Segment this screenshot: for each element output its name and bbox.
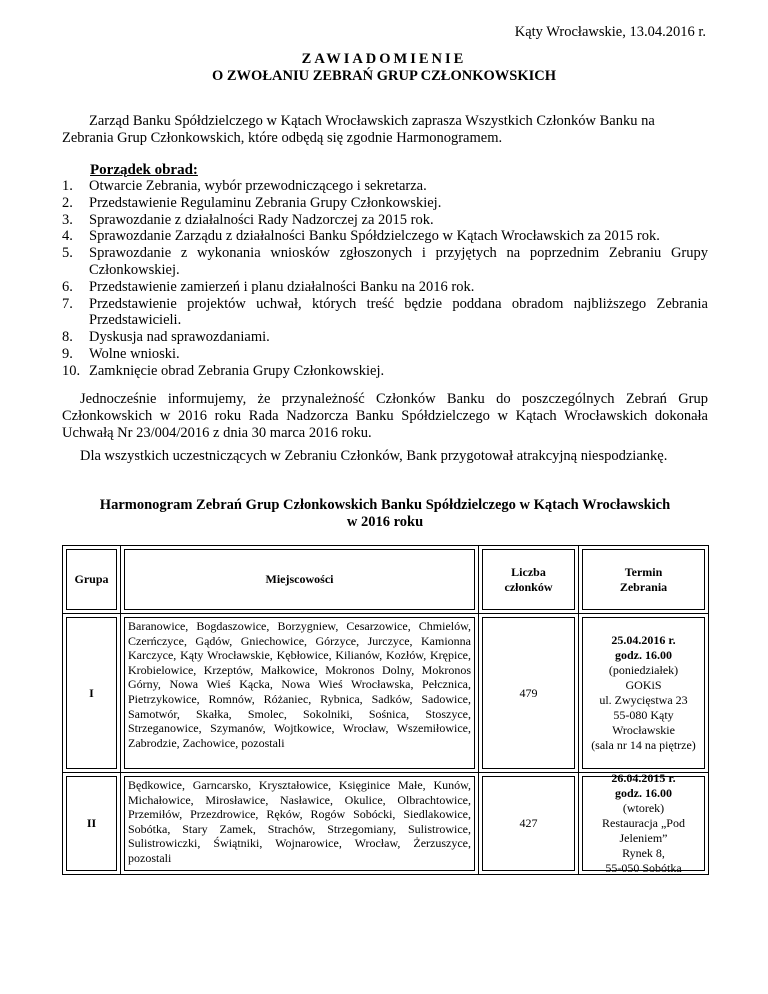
header-liczba: [479, 546, 579, 614]
agenda-item: [62, 279, 708, 296]
agenda-item: [62, 178, 708, 195]
meeting-day: (wtorek): [622, 801, 665, 815]
meeting-street: Rynek 8,: [622, 846, 665, 860]
cell-miejscowosci: [121, 614, 479, 773]
intro-paragraph: Zarząd Banku Spółdzielczego w Kątach Wrocławskich zaprasza Wszystkich Członków Banku na Zebrania Grup Członkowskich, które odbędą się zgodnie Harmonogramem.: [62, 113, 655, 146]
surprise-paragraph: Dla wszystkich uczestniczących w Zebraniu Członków, Bank przygotował atrakcyjną niespodziankę.: [80, 448, 668, 464]
schedule-table: [62, 545, 709, 875]
meeting-venue: GOKiS: [625, 678, 662, 692]
agenda-item-number: 3.: [62, 211, 73, 228]
agenda-title: Porządek obrad:: [90, 162, 198, 178]
agenda-item-number: 4.: [62, 228, 73, 245]
group-number: I: [66, 617, 117, 769]
agenda-item-number: 1.: [62, 178, 73, 194]
agenda-item: [62, 329, 708, 346]
agenda-item-number: 10.: [62, 362, 81, 379]
schedule-title-line1: Harmonogram Zebrań Grup Członkowskich Banku Spółdzielczego w Kątach Wrocławskich: [99, 497, 671, 513]
meeting-day: (poniedziałek): [608, 663, 679, 677]
agenda-item-text: Sprawozdanie z działalności Rady Nadzorczej za 2015 rok.: [89, 211, 434, 228]
cell-termin: [579, 614, 709, 773]
document-title: ZAWIADOMIENIE: [301, 51, 467, 67]
header-liczba-line1: Liczba: [511, 564, 546, 579]
header-termin-line1: Termin: [624, 564, 663, 579]
cell-liczba: [479, 773, 579, 875]
member-count: 427: [482, 776, 575, 871]
header-grupa-label: Grupa: [66, 549, 117, 610]
meeting-city: 55-080 Kąty Wrocławskie: [612, 708, 675, 737]
header-miejscowosci: [121, 546, 479, 614]
meeting-street: ul. Zwycięstwa 23: [599, 693, 688, 707]
meeting-venue: Restauracja „Pod Jeleniem”: [602, 816, 685, 845]
member-count: 479: [482, 617, 575, 769]
header-termin-line2: Zebrania: [619, 579, 668, 594]
cell-miejscowosci: [121, 773, 479, 875]
agenda-item: [62, 296, 708, 330]
agenda-item-text: Wolne wnioski.: [89, 345, 180, 362]
places-list: Baranowice, Bogdaszowice, Borzygniew, Cesarzowice, Chmielów, Czerńczyce, Gądów, Gniechowice, Górzyce, Jurczyce, Kamionna Karczyce, Kąty Wrocławskie, Kębłowice, Kilianów, Kozłów, Krępice, Krobielowice, Krzeptów, Małkowice, Mokronos Dolny, Mokronos Górny, Nowa Wieś Kącka, Nowa Wieś Wrocławska, Pełcznica, Pietrzykowice, Romnów, Różaniec, Rybnica, Sadków, Sadowice, Samotwór, Skałka, Smolec, Sokolniki, Sośnica, Stoszyce, Strzeganowice, Szymanów, Wojtkowice, Wrocław, Wszemiłowice, Zabrodzie, Zachowice, pozostali: [124, 617, 475, 769]
places-list: Będkowice, Garncarsko, Kryształowice, Księginice Małe, Kunów, Michałowice, Mirosławice, Nasławice, Okulice, Olbrachtowice, Przemiłów, Przezdrowice, Ręków, Rogów Sobócki, Siedlakowice, Sobótka, Stary Zamek, Strachów, Strzegomiany, Sulistrowice, Sulistrowiczki, Świątniki, Wojnarowice, Wrocław, Żerzuszyce, pozostali: [124, 776, 475, 871]
document-subtitle: O ZWOŁANIU ZEBRAŃ GRUP CZŁONKOWSKICH: [211, 68, 557, 84]
agenda-item-text: Przedstawienie projektów uchwał, których treść będzie poddana obradom najbliższego Zebrania Przedstawicieli.: [89, 295, 708, 329]
cell-termin: [579, 773, 709, 875]
meeting-date: 26.04.2015 r.: [611, 771, 676, 785]
agenda-item-text: Przedstawienie Regulaminu Zebrania Grupy Członkowskiej.: [89, 194, 442, 211]
place-date: Kąty Wrocławskie, 13.04.2016 r.: [514, 24, 706, 40]
meeting-city: 55-050 Sobótka: [605, 861, 682, 875]
agenda-item: [62, 212, 708, 229]
meeting-date: 25.04.2016 r.: [611, 633, 676, 647]
agenda-item: [62, 195, 708, 212]
agenda-item-text: Otwarcie Zebrania, wybór przewodniczącego i sekretarza.: [89, 178, 427, 194]
cell-grupa: [63, 614, 121, 773]
header-termin: [579, 546, 709, 614]
header-miejscowosci-label: Miejscowości: [124, 549, 475, 610]
agenda-item-number: 6.: [62, 278, 73, 295]
agenda-item-text: Zamknięcie obrad Zebrania Grupy Członkowskiej.: [89, 362, 385, 379]
group-number: II: [66, 776, 117, 871]
agenda-item-number: 8.: [62, 329, 73, 346]
agenda-item: [62, 363, 708, 380]
agenda-item: [62, 346, 708, 363]
schedule-title-line2: w 2016 roku: [346, 514, 424, 530]
agenda-item-text: Przedstawienie zamierzeń i planu działalności Banku na 2016 rok.: [89, 278, 475, 295]
agenda-item-number: 5.: [62, 245, 73, 262]
agenda-item-text: Sprawozdanie z wykonania wniosków zgłoszonych i przyjętych na poprzednim Zebraniu Grupy Członkowskiej.: [89, 245, 708, 278]
agenda-item-number: 7.: [62, 295, 73, 312]
agenda-list: [62, 178, 708, 380]
agenda-item-number: 9.: [62, 345, 73, 362]
table-row: [63, 614, 709, 773]
table-row: [63, 773, 709, 875]
header-grupa: [63, 546, 121, 614]
schedule-title: [62, 497, 708, 531]
membership-paragraph: Jednocześnie informujemy, że przynależność Członków Banku do poszczególnych Zebrań Grup Członkowskich w 2016 roku Rada Nadzorcza Banku Spółdzielczego w Kątach Wrocławskich dokonała Uchwałą Nr 23/004/2016 z dnia 30 marca 2016 roku.: [62, 391, 708, 441]
cell-grupa: [63, 773, 121, 875]
agenda-item-text: Sprawozdanie Zarządu z działalności Banku Spółdzielczego w Kątach Wrocławskich za 2015 rok.: [89, 228, 660, 245]
agenda-item: [62, 245, 708, 279]
cell-liczba: [479, 614, 579, 773]
table-header-row: [63, 546, 709, 614]
meeting-time: godz. 16.00: [615, 648, 672, 662]
meeting-time: godz. 16.00: [615, 786, 672, 800]
agenda-item-text: Dyskusja nad sprawozdaniami.: [89, 329, 270, 346]
meeting-room: (sala nr 14 na piętrze): [591, 738, 696, 752]
agenda-item-number: 2.: [62, 194, 73, 211]
header-liczba-line2: członków: [504, 579, 553, 594]
agenda-item: [62, 228, 708, 245]
